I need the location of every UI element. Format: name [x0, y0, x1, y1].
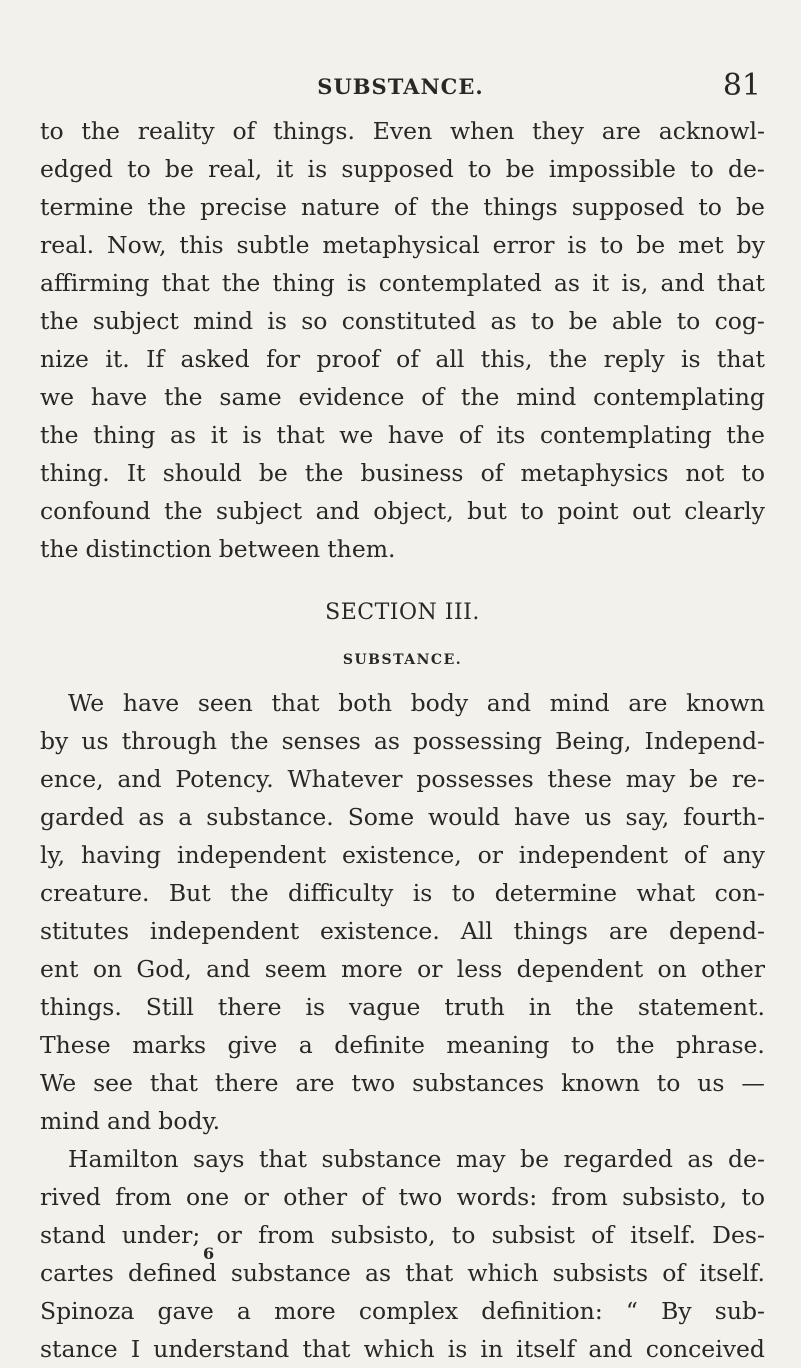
text-line: garded as a substance. Some would have us say, fourth- [40, 803, 765, 831]
text-line: Spinoza gave a more complex definition: “ By sub- [40, 1297, 765, 1325]
text-line: cartes defined substance as that which subsists of itself. [40, 1259, 765, 1287]
section-subheading: SUBSTANCE. [342, 652, 463, 668]
text-line: We have seen that both body and mind are known [68, 689, 765, 717]
text-line: the thing as it is that we have of its contemplating the [40, 421, 765, 449]
text-line: mind and body. [40, 1107, 221, 1135]
text-line: stance I understand that which is in itself and conceived [40, 1335, 765, 1363]
text-line: stand under; or from subsisto, to subsist of itself. Des- [40, 1221, 765, 1249]
text-line: Hamilton says that substance may be regarded as de- [68, 1145, 765, 1173]
text-line: thing. It should be the business of metaphysics not to [40, 459, 765, 487]
page-number: 81 [722, 68, 761, 103]
text-line: nize it. If asked for proof of all this, the reply is that [40, 345, 765, 373]
paragraph-2 [40, 684, 765, 1140]
text-line: rived from one or other of two words: from subsisto, to [40, 1183, 765, 1211]
text-line: things. Still there is vague truth in the statement. [40, 993, 765, 1021]
text-line: stitutes independent existence. All things are depend- [40, 917, 765, 945]
running-title: SUBSTANCE. [317, 74, 484, 99]
paragraph-3 [40, 1140, 765, 1368]
text-line: ent on God, and seem more or less dependent on other [40, 955, 765, 983]
signature-mark: 6 [203, 1244, 215, 1263]
text-line: by us through the senses as possessing Being, Independ- [40, 727, 765, 755]
page-body [40, 112, 765, 1368]
text-line: real. Now, this subtle metaphysical error is to be met by [40, 231, 765, 259]
text-line: creature. But the difficulty is to determine what con- [40, 879, 765, 907]
text-line: we have the same evidence of the mind contemplating [40, 383, 765, 411]
section-heading: SECTION III. [325, 600, 480, 625]
running-head [38, 68, 763, 108]
text-line: termine the precise nature of the things supposed to be [40, 193, 765, 221]
text-line: confound the subject and object, but to point out clearly [40, 497, 765, 525]
text-line: the subject mind is so constituted as to be able to cog- [40, 307, 765, 335]
text-line: the distinction between them. [40, 535, 396, 563]
text-line: affirming that the thing is contemplated as it is, and that [40, 269, 765, 297]
text-line: ence, and Potency. Whatever possesses these may be re- [40, 765, 765, 793]
paragraph-1 [40, 112, 765, 568]
text-line: edged to be real, it is supposed to be impossible to de- [40, 155, 765, 183]
text-line: ly, having independent existence, or independent of any [40, 841, 765, 869]
text-line: These marks give a definite meaning to the phrase. [40, 1031, 765, 1059]
text-line: to the reality of things. Even when they are acknowl- [40, 117, 765, 145]
text-line: We see that there are two substances known to us — [40, 1069, 765, 1097]
